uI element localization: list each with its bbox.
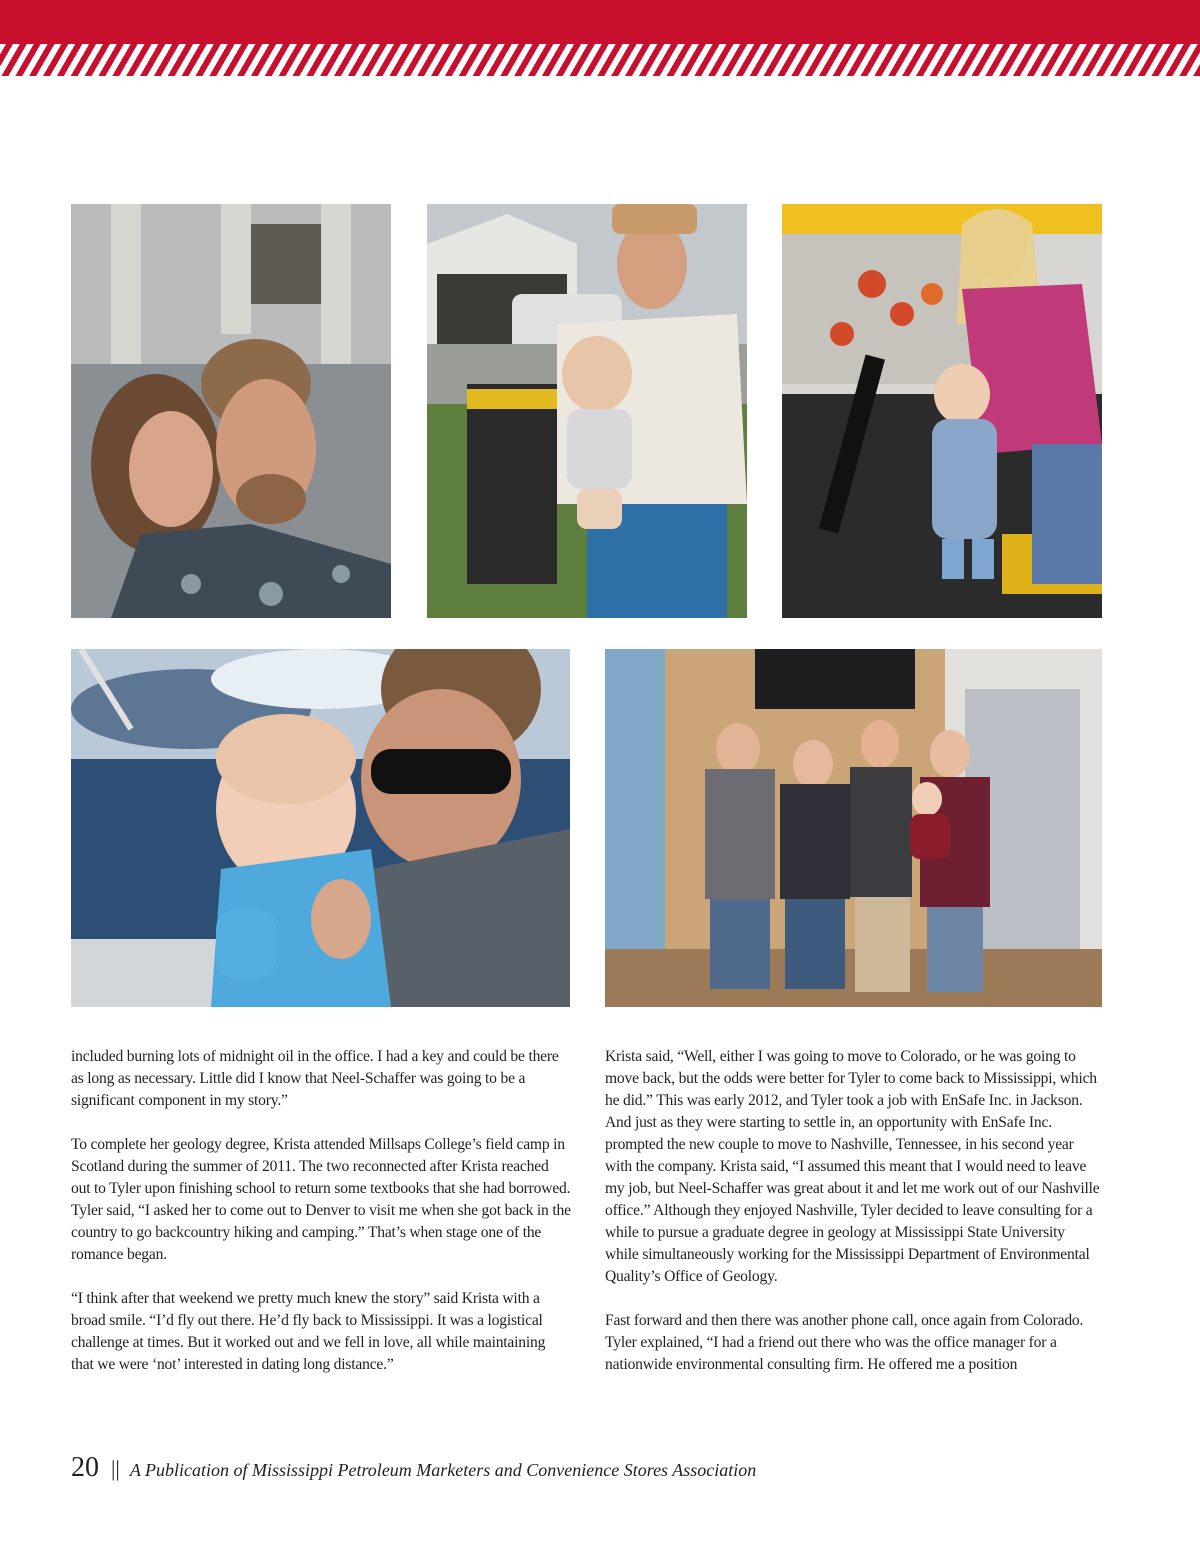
paragraph: Fast forward and then there was another phone call, once again from Colorado. Tyler explained, “I had a friend out there who was the office manager for a nationwide environmental consulting firm. He offered me a position bbox=[605, 1312, 1084, 1373]
publication-title: A Publication of Mississippi Petroleum Marketers and Convenience Stores Association bbox=[129, 1460, 757, 1480]
article-right-column bbox=[605, 1046, 1102, 1398]
paragraph: To complete her geology degree, Krista attended Millsaps College’s field camp in Scotland during the summer of 2011. The two reconnected after Krista reached out to Tyler upon finishing school to return some textbooks that she had borrowed. Tyler said, “I asked her to come out to Denver to visit me when she got back in the country to go backcountry hiking and camping.” That’s when stage one of the romance began. bbox=[71, 1136, 571, 1263]
family-group-photo bbox=[605, 649, 1102, 1007]
page-footer bbox=[71, 1452, 756, 1488]
striped-border bbox=[0, 44, 1200, 76]
page-number: 20 bbox=[71, 1452, 99, 1483]
footer-separator: || bbox=[111, 1456, 120, 1481]
mother-baby-mower-photo bbox=[782, 204, 1102, 618]
father-baby-photo bbox=[427, 204, 747, 618]
father-baby-boat-photo bbox=[71, 649, 570, 1007]
header-band bbox=[0, 0, 1200, 44]
paragraph: included burning lots of midnight oil in the office. I had a key and could be there as long as necessary. Little did I know that Neel-Schaffer was going to be a significant component in my story.” bbox=[71, 1048, 559, 1109]
paragraph: “I think after that weekend we pretty much knew the story” said Krista with a broad smile. “I’d fly out there. He’d fly back to Mississippi. It was a logistical challenge at times. But it worked out and we fell in love, all while maintaining that we were ‘not’ interested in dating long distance.” bbox=[71, 1290, 546, 1373]
article-left-column bbox=[71, 1046, 571, 1398]
couple-selfie-photo bbox=[71, 204, 391, 618]
paragraph: Krista said, “Well, either I was going to move to Colorado, or he was going to move back, but the odds were better for Tyler to come back to Mississippi, which he did.” This was early 2012, and Tyler took a job with EnSafe Inc. in Jackson. And just as they were starting to settle in, an opportunity with EnSafe Inc. prompted the new couple to move to Nashville, Tennessee, in his second year with the company. Krista said, “I assumed this meant that I would need to leave my job, but Neel-Schaffer was great about it and let me work out of our Nashville office.” Although they enjoyed Nashville, Tyler decided to leave consulting for a while to pursue a graduate degree in geology at Mississippi State University while simultaneously working for the Mississippi Department of Environmental Quality’s Office of Geology. bbox=[605, 1048, 1100, 1285]
